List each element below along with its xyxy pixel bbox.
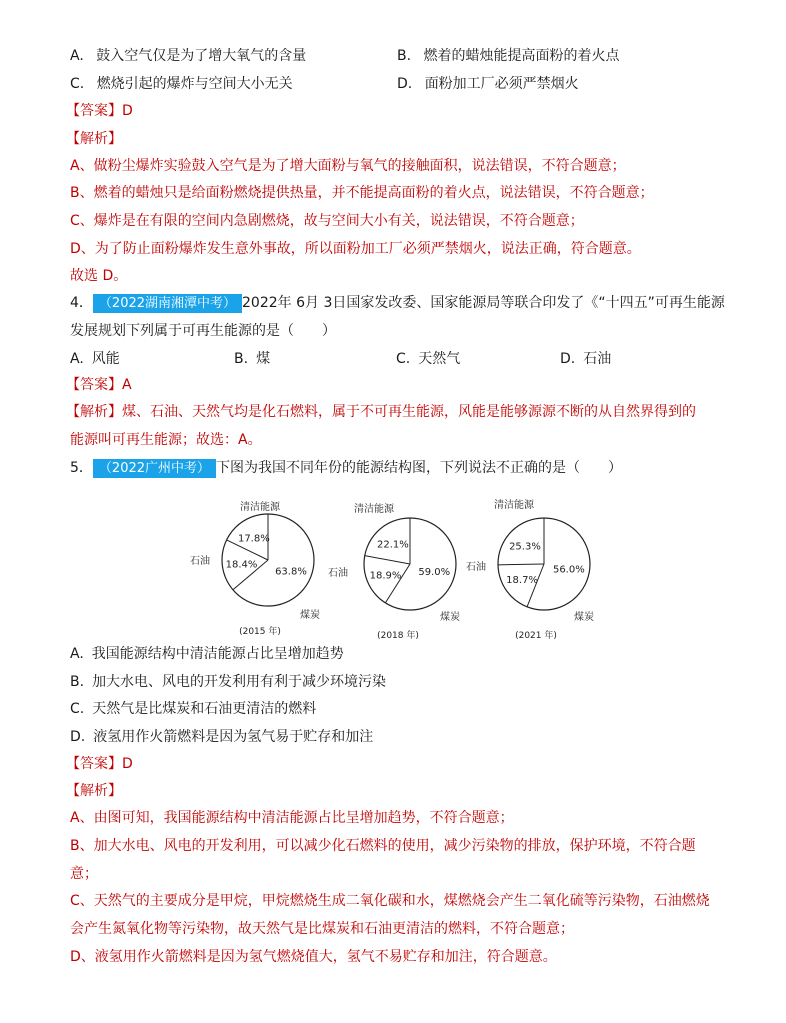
option-text: 加大水电、风电的开发利用有利于减少环境污染 <box>92 674 387 690</box>
analysis-line: 能源叫可再生能源；故选：A。 <box>70 432 262 448</box>
q5-option-d <box>70 727 373 747</box>
analysis-label: 【解析】 <box>66 131 122 147</box>
option-letter: D. <box>70 729 86 745</box>
q5-option-b <box>70 672 386 692</box>
analysis-line: B、加大水电、风电的开发利用，可以减少化石燃料的使用，减少污染物的排放，保护环境，不符合题 <box>70 838 696 854</box>
option-text: 液氢用作火箭燃料是因为氢气易于贮存和加注 <box>93 729 374 745</box>
pie-category-label: 石油 <box>328 568 348 579</box>
answer-line <box>66 101 133 121</box>
question-text: 2022年 6月 3日国家发改委、国家能源局等联合印发了《“十四五”可再生能源 <box>242 295 725 311</box>
analysis-line: D、为了防止面粉爆炸发生意外事故，所以面粉加工厂必须严禁烟火，说法正确，符合题意。 <box>70 241 641 257</box>
answer-value: D <box>122 756 133 772</box>
pie-category-label: 煤炭 <box>574 612 594 623</box>
pie-category-label: 清洁能源 <box>494 500 534 511</box>
pie-category-label: 石油 <box>190 556 210 567</box>
option-letter: D. <box>560 351 576 367</box>
question-text: 下图为我国不同年份的能源结构图，下列说法不正确的是（ ） <box>216 460 623 476</box>
option-letter: B. <box>234 351 249 367</box>
answer-line <box>66 375 132 395</box>
pie-category-label: 清洁能源 <box>354 504 394 515</box>
pie-slice-value-label: 18.4% <box>225 559 258 571</box>
option-a <box>70 46 306 66</box>
option-letter: B. <box>397 48 412 64</box>
analysis-text: 煤、石油、天然气均是化石燃料，属于不可再生能源，风能是能够源源不断的从自然界得到的 <box>122 404 696 420</box>
option-letter: A. <box>70 646 84 662</box>
pie-category-label: 石油 <box>466 562 486 573</box>
question-4-stem-line2: 发展规划下列属于可再生能源的是（ ） <box>70 323 336 339</box>
pie-chart-title: (2018 年) <box>377 631 419 640</box>
answer-value: D <box>122 103 133 119</box>
q4-option-a <box>70 349 120 369</box>
q4-option-c <box>396 349 460 369</box>
analysis-line: 意； <box>70 866 98 882</box>
pie-slice-value-label: 17.8% <box>237 533 270 545</box>
option-text: 面粉加工厂必须严禁烟火 <box>424 76 579 92</box>
answer-label: 【答案】 <box>66 756 122 772</box>
question-4-stem <box>70 293 725 313</box>
question-number: 5． <box>70 460 93 476</box>
option-text: 我国能源结构中清洁能源占比呈增加趋势 <box>91 646 344 662</box>
option-text: 天然气是比煤炭和石油更清洁的燃料 <box>92 701 317 717</box>
pie-chart-title: (2015 年) <box>239 627 281 636</box>
q5-option-c <box>70 699 316 719</box>
q4-option-b <box>234 349 270 369</box>
analysis-line: C、天然气的主要成分是甲烷，甲烷燃烧生成二氧化碳和水，煤燃烧会产生二氧化硫等污染物，石油燃烧 <box>70 893 710 909</box>
option-text: 燃烧引起的爆炸与空间大小无关 <box>96 76 293 92</box>
pie-chart-title: (2021 年) <box>515 631 557 640</box>
option-text: 天然气 <box>418 351 461 367</box>
answer-label: 【答案】 <box>66 103 122 119</box>
option-text: 鼓入空气仅是为了增大氧气的含量 <box>96 48 307 64</box>
option-letter: A. <box>70 48 84 64</box>
analysis-line: B、燃着的蜡烛只是给面粉燃烧提供热量，并不能提高面粉的着火点，说法错误，不符合题意； <box>70 185 654 201</box>
option-text: 燃着的蜡烛能提高面粉的着火点 <box>423 48 620 64</box>
pie-slice-value-label: 63.8% <box>275 566 307 578</box>
pie-slice-value-label: 18.7% <box>506 575 538 587</box>
q5-option-a <box>70 644 344 664</box>
pie-category-label: 煤炭 <box>440 612 460 623</box>
pie-slice-value-label: 59.0% <box>418 567 451 579</box>
analysis-line: A、由图可知，我国能源结构中清洁能源占比呈增加趋势，不符合题意； <box>70 810 514 826</box>
exam-source-tag: （2022湖南湘潭中考） <box>93 294 242 313</box>
pie-slice-value-label: 18.9% <box>369 570 402 582</box>
option-d <box>397 74 579 94</box>
analysis-line: A、做粉尘爆炸实验鼓入空气是为了增大面粉与氧气的接触面积，说法错误，不符合题意； <box>70 158 626 174</box>
option-letter: B. <box>70 674 85 690</box>
question-number: 4． <box>70 295 93 311</box>
pie-chart-2021 <box>456 492 616 640</box>
analysis-line: 故选 D。 <box>70 268 128 284</box>
option-c <box>70 74 293 94</box>
pie-chart-2015 <box>180 488 340 636</box>
option-letter: C. <box>70 76 85 92</box>
answer-label: 【答案】 <box>66 377 122 393</box>
question-5-stem <box>70 458 622 478</box>
answer-value: A <box>122 377 132 393</box>
answer-line <box>66 754 133 774</box>
analysis-line: 会产生氮氧化物等污染物，故天然气是比煤炭和石油更清洁的燃料，不符合题意； <box>70 921 574 937</box>
option-letter: C. <box>396 351 411 367</box>
option-text: 石油 <box>583 351 612 367</box>
q4-option-d <box>560 349 611 369</box>
analysis-line: C、爆炸是在有限的空间内急剧燃烧，故与空间大小有关，说法错误，不符合题意； <box>70 213 584 229</box>
option-letter: D. <box>397 76 413 92</box>
pie-slice-value-label: 56.0% <box>552 564 585 576</box>
pie-slice-value-label: 25.3% <box>509 541 541 553</box>
analysis-line: D、液氢用作火箭燃料是因为氢气燃烧值大，氢气不易贮存和加注，符合题意。 <box>70 949 557 965</box>
option-b <box>397 46 620 66</box>
exam-source-tag: （2022广州中考） <box>93 459 216 478</box>
option-text: 煤 <box>256 351 271 367</box>
option-letter: C. <box>70 701 85 717</box>
pie-chart-svg <box>456 492 616 640</box>
option-text: 风能 <box>91 351 120 367</box>
analysis-label: 【解析】 <box>66 783 122 799</box>
pie-chart-svg <box>180 488 340 636</box>
analysis-line <box>66 402 696 422</box>
pie-category-label: 清洁能源 <box>240 502 280 513</box>
option-letter: A. <box>70 351 84 367</box>
analysis-label: 【解析】 <box>66 404 122 420</box>
pie-category-label: 煤炭 <box>300 610 320 621</box>
pie-slice-value-label: 22.1% <box>377 539 409 551</box>
